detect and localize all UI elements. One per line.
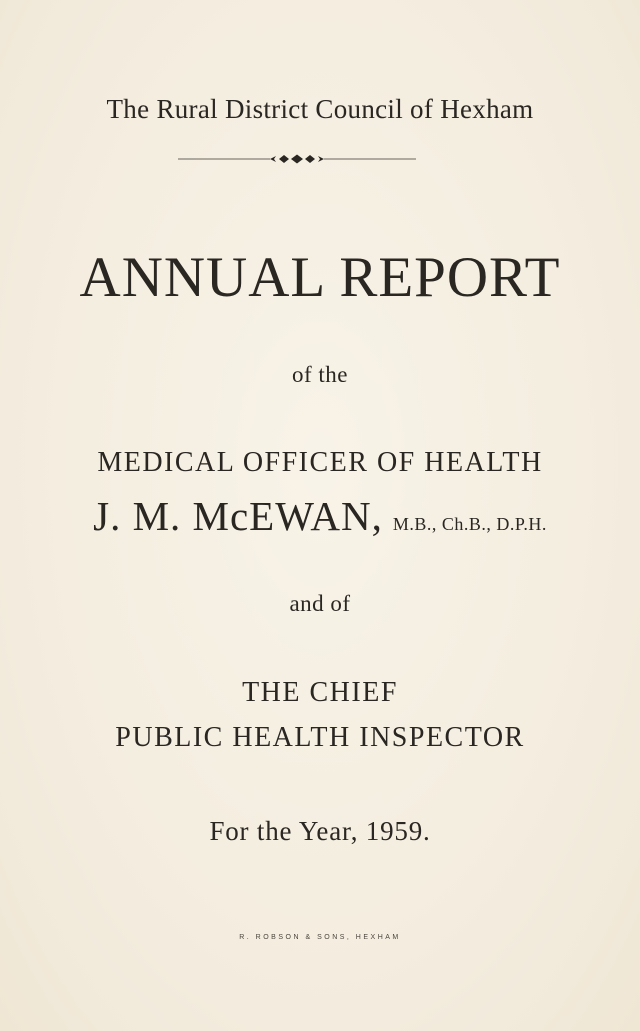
report-title: ANNUAL REPORT <box>79 246 561 309</box>
officer-name: J. M. McEWAN, <box>93 493 383 539</box>
report-year: For the Year, 1959. <box>209 816 431 846</box>
officer-qualifications: M.B., Ch.B., D.P.H. <box>392 514 547 534</box>
and-of-text: and of <box>289 591 351 616</box>
officer-name-row <box>0 492 640 540</box>
inspector-heading-line-1: THE CHIEF <box>242 677 398 708</box>
inspector-heading-line-2: PUBLIC HEALTH INSPECTOR <box>115 722 525 753</box>
fleuron-rule-icon <box>178 150 416 168</box>
printer-imprint: R. ROBSON & SONS, HEXHAM <box>239 934 401 941</box>
council-name: The Rural District Council of Hexham <box>106 94 534 124</box>
officer-title: MEDICAL OFFICER OF HEALTH <box>97 447 543 478</box>
of-the-text: of the <box>291 362 348 387</box>
